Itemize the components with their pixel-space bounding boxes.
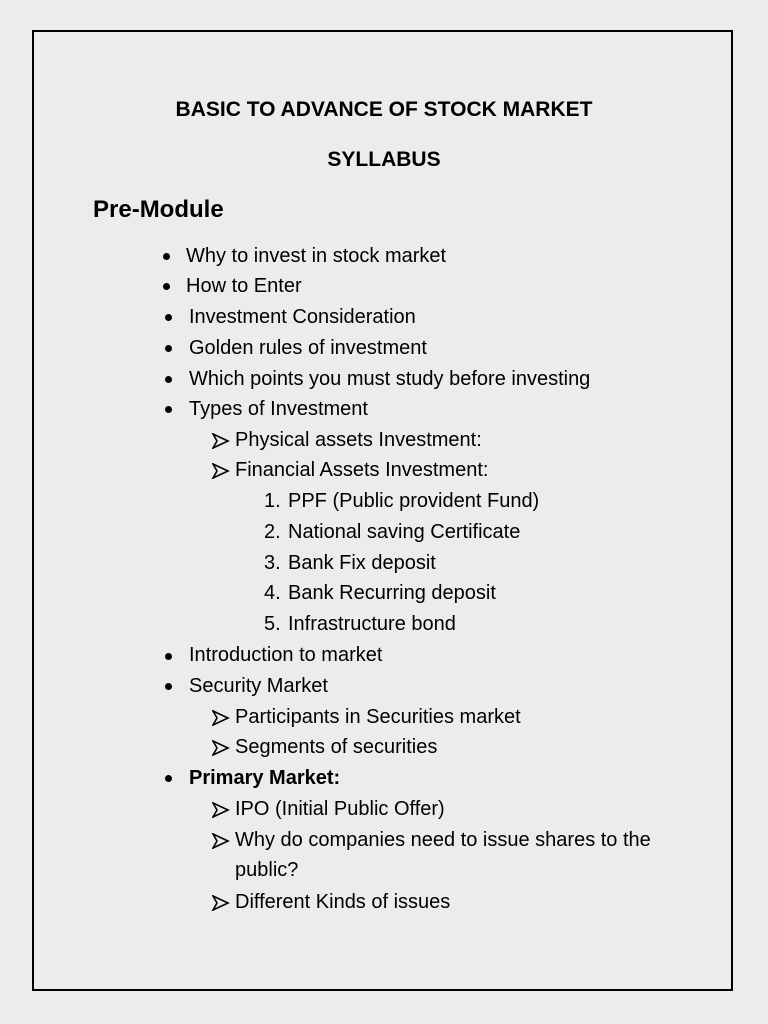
list-item: Which points you must study before investing [189, 368, 591, 390]
arrow-bullet-icon [212, 740, 230, 756]
bullet-icon [165, 775, 172, 782]
list-item: PPF (Public provident Fund) [288, 490, 540, 512]
arrow-bullet-icon [212, 433, 230, 449]
bullet-icon [165, 653, 172, 660]
list-item: Financial Assets Investment: [235, 459, 489, 481]
arrow-bullet-icon [212, 463, 230, 479]
bullet-icon [163, 283, 170, 290]
module-heading: Pre-Module [93, 196, 224, 223]
list-item: IPO (Initial Public Offer) [235, 798, 445, 820]
list-item: Infrastructure bond [288, 613, 456, 635]
arrow-bullet-icon [212, 895, 230, 911]
list-item: Types of Investment [189, 398, 368, 420]
list-item: Why do companies need to issue shares to the [235, 829, 651, 851]
list-number: 1. [264, 490, 281, 512]
bullet-icon [165, 345, 172, 352]
list-item: Golden rules of investment [189, 337, 427, 359]
bullet-icon [165, 406, 172, 413]
list-item: Security Market [189, 675, 328, 697]
arrow-bullet-icon [212, 833, 230, 849]
list-item: Segments of securities [235, 736, 438, 758]
list-item: Bank Recurring deposit [288, 582, 496, 604]
list-item: How to Enter [186, 275, 302, 297]
list-item-continuation: public? [235, 859, 299, 881]
bullet-icon [165, 314, 172, 321]
arrow-bullet-icon [212, 802, 230, 818]
list-item: National saving Certificate [288, 521, 521, 543]
document-title: BASIC TO ADVANCE OF STOCK MARKET [175, 98, 593, 121]
list-item: Why to invest in stock market [186, 245, 447, 267]
list-number: 5. [264, 613, 281, 635]
list-number: 3. [264, 552, 281, 574]
list-item: Bank Fix deposit [288, 552, 436, 574]
list-item-heading: Primary Market: [189, 767, 341, 789]
list-number: 2. [264, 521, 281, 543]
arrow-bullet-icon [212, 710, 230, 726]
list-item: Physical assets Investment: [235, 429, 482, 451]
bullet-icon [163, 253, 170, 260]
bullet-icon [165, 683, 172, 690]
list-item: Introduction to market [189, 644, 383, 666]
list-item: Different Kinds of issues [235, 891, 451, 913]
list-number: 4. [264, 582, 281, 604]
document-subtitle: SYLLABUS [327, 148, 441, 171]
bullet-icon [165, 376, 172, 383]
list-item: Participants in Securities market [235, 706, 521, 728]
list-item: Investment Consideration [189, 306, 416, 328]
